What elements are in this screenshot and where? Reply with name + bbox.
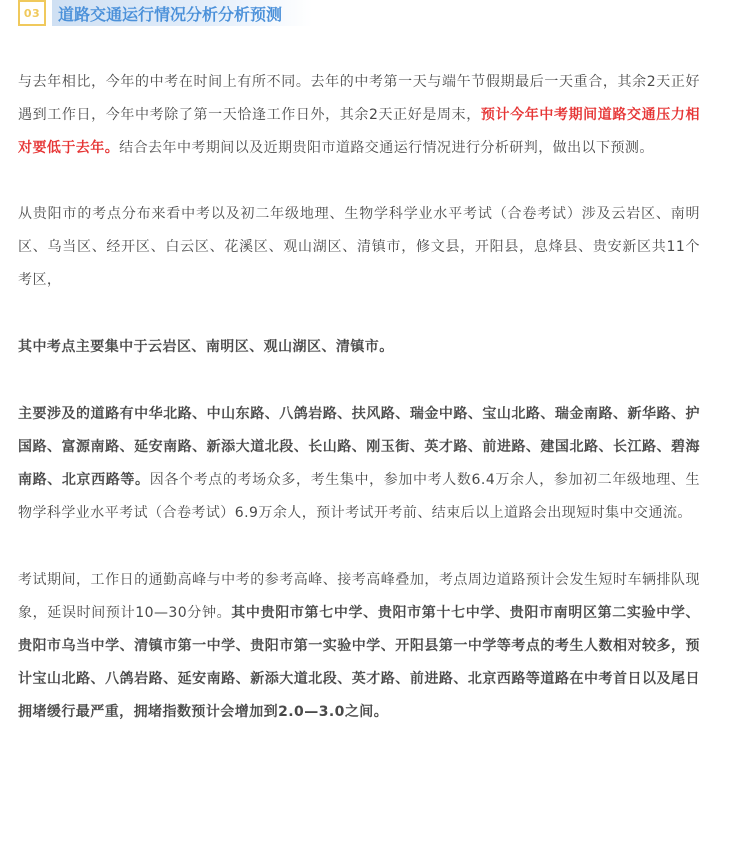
paragraph-main-districts: 其中考点主要集中于云岩区、南明区、观山湖区、清镇市。	[18, 339, 394, 355]
congestion-schools: 其中贵阳市第七中学、贵阳市第十七中学、贵阳市南明区第二实验中学、贵阳市乌当中学、清镇市第一中学、贵阳市第一实验中学、开阳县第一中学等考点的考生人数相对较多，预计宝山北路、八鸽岩路、延安南路、新添大道北段、英才路、前进路、北京西路等道路在中考首日以及尾日拥堵缓行最严重，拥堵指数预计会增加到2.0—3.0之间。	[18, 605, 700, 720]
roads-list: 主要涉及的道路有中华北路、中山东路、八鸽岩路、扶风路、瑞金中路、宝山北路、瑞金南路、新华路、护国路、富源南路、延安南路、新添大道北段、长山路、刚玉街、英才路、前进路、建国北路、长江路、碧海南路、北京西路等。	[18, 406, 700, 488]
paragraph-roads	[18, 398, 700, 530]
section-title-bar	[52, 0, 312, 26]
highlight-prediction: 预计今年中考期间道路交通压力相对要低于去年。	[18, 107, 700, 156]
article-body	[18, 66, 700, 729]
section-title: 道路交通运行情况分析分析预测	[58, 4, 283, 24]
paragraph-congestion-forecast	[18, 564, 700, 729]
paragraph-comparison	[18, 66, 700, 165]
paragraph-comparison-text: 与去年相比，今年的中考在时间上有所不同。去年的中考第一天与端午节假期最后一天重合，其余2天正好遇到工作日，今年中考除了第一天恰逢工作日外，其余2天正好是周末，	[18, 74, 700, 123]
section-header	[18, 0, 733, 30]
paragraph-exam-districts: 从贵阳市的考点分布来看中考以及初二年级地理、生物学科学业水平考试（合卷考试）涉及云岩区、南明区、乌当区、经开区、白云区、花溪区、观山湖区、清镇市，修文县，开阳县，息烽县、贵安新区共11个考区，	[18, 206, 700, 288]
congestion-text: 考试期间，工作日的通勤高峰与中考的参考高峰、接考高峰叠加，考点周边道路预计会发生短时车辆排队现象，延误时间预计10—30分钟。	[18, 572, 700, 621]
paragraph-comparison-tail: 结合去年中考期间以及近期贵阳市道路交通运行情况进行分析研判，做出以下预测。	[119, 140, 654, 156]
roads-description: 因各个考点的考场众多，考生集中，参加中考人数6.4万余人，参加初二年级地理、生物学科学业水平考试（合卷考试）6.9万余人，预计考试开考前、结束后以上道路会出现短时集中交通流。	[18, 472, 700, 521]
section-number-badge: 03	[18, 0, 46, 26]
